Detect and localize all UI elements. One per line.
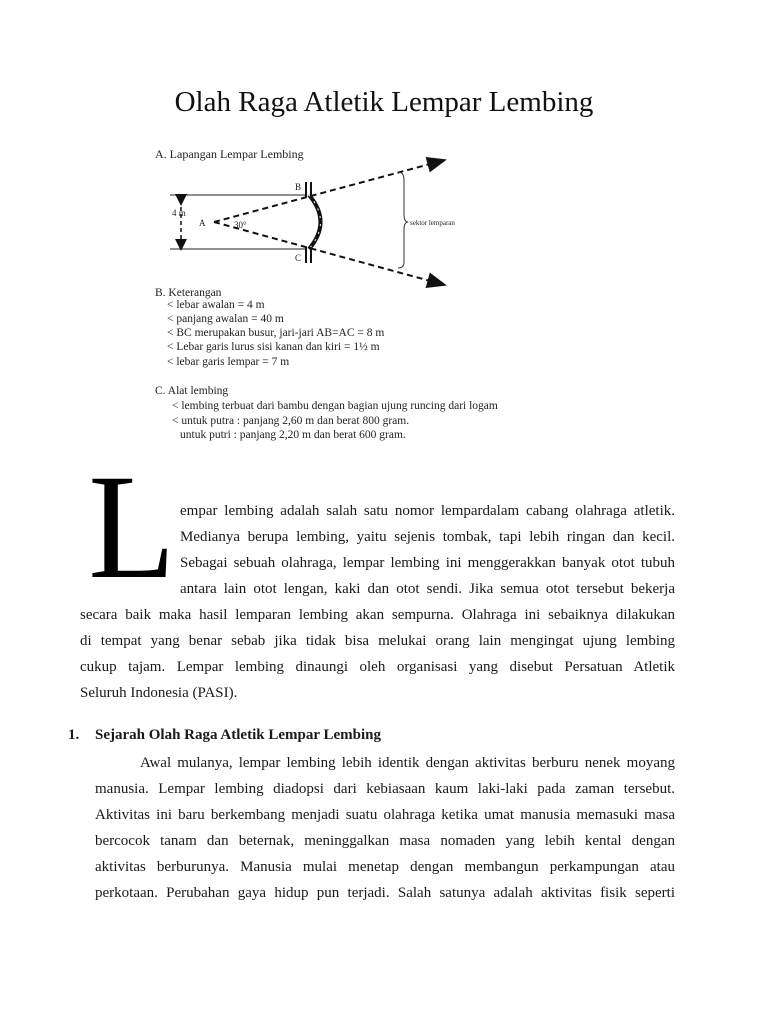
sector-line-top <box>214 160 445 222</box>
text-line: di tempat yang benar sebab jika tidak bisa melukai orang lain mengingat ujung lembing <box>80 633 675 649</box>
b-item: < Lebar garis lurus sisi kanan dan kiri = 1½ m <box>167 341 380 353</box>
section-b-label: B. Keterangan <box>155 287 222 299</box>
text-line: manusia. Lempar lembing diadopsi dari kebiasaan kaum laki-laki pada zaman tersebut. <box>95 781 675 797</box>
section-heading: Sejarah Olah Raga Atletik Lempar Lembing <box>95 727 381 743</box>
text-line: cukup tajam. Lempar lembing dinaungi oleh organisasi yang disebut Persatuan Atletik <box>80 659 675 675</box>
sector-brace <box>398 172 408 268</box>
b-item: < lebar garis lempar = 7 m <box>167 356 290 368</box>
drop-cap: L <box>88 444 176 610</box>
sector-line-bottom <box>214 222 445 285</box>
text-line: perkotaan. Perubahan gaya hidup pun terjadi. Salah satunya adalah aktivitas fisik seperti <box>95 885 675 901</box>
text-line: secara baik maka hasil lemparan lembing akan sempurna. Olahraga ini sebaiknya dilakukan <box>80 607 675 623</box>
sector-label: sektor lemparan <box>410 219 455 227</box>
section-c-label: C. Alat lembing <box>155 385 229 397</box>
text-line: Seluruh Indonesia (PASI). <box>80 685 238 701</box>
b-item: < lebar awalan = 4 m <box>167 299 265 311</box>
c-item: untuk putri : panjang 2,20 m dan berat 600 gram. <box>180 429 406 441</box>
c-item: < lembing terbuat dari bambu dengan bagian ujung runcing dari logam <box>172 400 498 412</box>
text-line: antara lain otot lengan, kaki dan otot sendi. Jika semua otot tersebut bekerja <box>180 581 675 597</box>
b-item: < BC merupakan busur, jari-jari AB=AC = 8 m <box>167 327 385 339</box>
section-a-label: A. Lapangan Lempar Lembing <box>155 147 304 161</box>
width-label: 4 m <box>172 208 186 218</box>
point-a-label: A <box>199 218 206 228</box>
text-line: empar lembing adalah salah satu nomor lempardalam cabang olahraga atletik. <box>180 503 675 519</box>
point-b-label: B <box>295 182 302 192</box>
text-line: bercocok tanam dan beternak, meninggalkan masa nomaden yang lebih kental dengan <box>95 833 675 849</box>
angle-label: 30° <box>234 220 247 230</box>
text-line: Awal mulanya, lempar lembing lebih identik dengan aktivitas berburu nenek moyang <box>140 755 675 771</box>
javelin-field-diagram <box>0 0 768 460</box>
page-title: Olah Raga Atletik Lempar Lembing <box>174 86 594 118</box>
text-line: aktivitas berburunya. Manusia mulai menetap dengan membangun perkampungan atau <box>95 859 675 875</box>
point-c-label: C <box>295 253 302 263</box>
text-line: Sebagai sebuah olahraga, lempar lembing ini menggerakkan banyak otot tubuh <box>180 555 675 571</box>
text-line: Medianya berupa lembing, yaitu sejenis tombak, tapi lebih ringan dan kecil. <box>180 529 675 545</box>
b-item: < panjang awalan = 40 m <box>167 313 284 325</box>
text-line: Aktivitas ini baru berkembang menjadi suatu olahraga ketika umat manusia memasuki masa <box>95 807 675 823</box>
c-item: < untuk putra : panjang 2,60 m dan berat 800 gram. <box>172 415 410 427</box>
section-number: 1. <box>68 727 80 743</box>
